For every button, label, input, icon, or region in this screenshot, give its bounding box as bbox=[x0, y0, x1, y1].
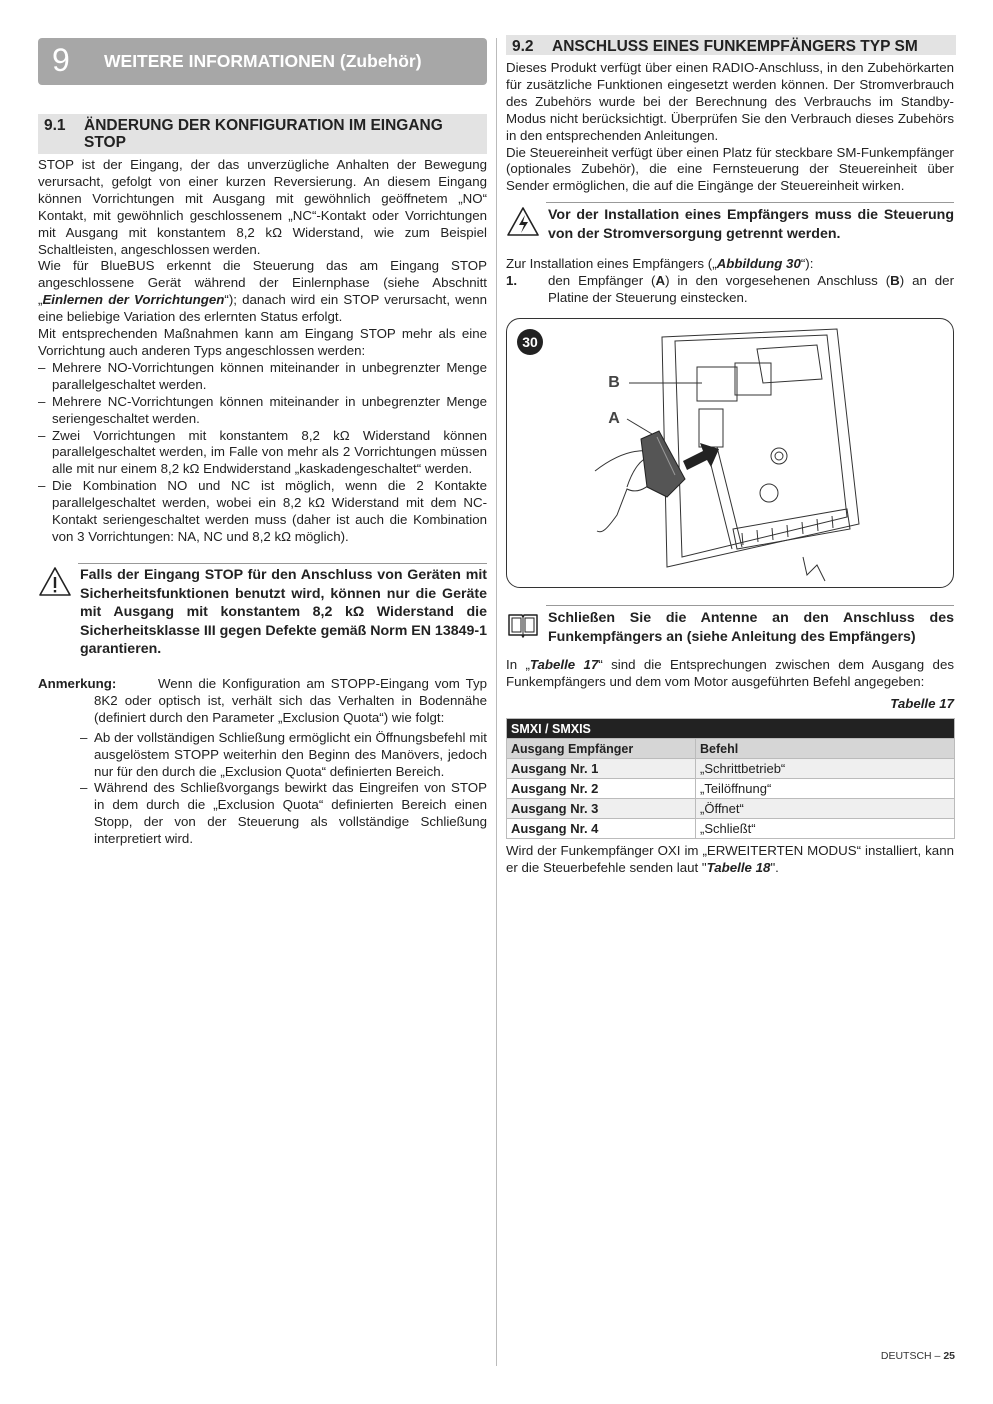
table-cell: „Schließt“ bbox=[696, 819, 955, 839]
table-cell: „Teilöffnung“ bbox=[696, 779, 955, 799]
paragraph: Wird der Funkempfänger OXI im „ERWEITERTEN MODUS“ installiert, kann er die Steuerbefehle senden laut "Tabelle 18". bbox=[506, 843, 954, 875]
rule bbox=[78, 563, 487, 564]
paragraph: Mit entsprechenden Maßnahmen kann am Eingang STOP mehr als eine Vorrichtung auch anderen Typs angeschlossen werden: bbox=[38, 326, 487, 358]
footer-language: DEUTSCH – bbox=[880, 1350, 944, 1362]
figure-number-badge: 30 bbox=[517, 329, 543, 355]
figure-30 bbox=[506, 318, 954, 588]
book-note-text: Schließen Sie die Antenne an den Anschluss des Funkempfängers an (siehe Anleitung des Empfängers) bbox=[548, 610, 954, 645]
book-icon bbox=[506, 609, 540, 641]
table-row bbox=[507, 779, 955, 799]
section-title: ANSCHLUSS EINES FUNKEMPFÄNGERS TYP SM bbox=[552, 38, 918, 55]
table-cell: Ausgang Nr. 1 bbox=[507, 759, 696, 779]
paragraph: Die Steuereinheit verfügt über einen Platz für steckbare SM-Funkempfänger (optionales Zubehör), die eine Fernsteuerung der Steuereinheit über Sender ermöglichen, die auf die Eingänge der Steuereinheit wirken. bbox=[506, 144, 954, 194]
step-text: den Empfänger (A) in den vorgesehenen Anschluss (B) an der Platine der Steuerung einstecken. bbox=[548, 272, 954, 305]
table-cell: Ausgang Nr. 3 bbox=[507, 799, 696, 819]
table-caption: Tabelle 17 bbox=[890, 695, 954, 711]
table-row bbox=[507, 759, 955, 779]
list-item: – Während des Schließvorgangs bewirkt das Eingreifen von STOP in dem durch die „Exclusion Quota“ definierten Bereich einen Stopp, der von der Steuerung als vollständige Schließung interpretiert wird. bbox=[80, 780, 487, 848]
table-ref[interactable]: Tabelle 18 bbox=[706, 859, 771, 875]
figure-label-b: B bbox=[608, 374, 620, 391]
rule bbox=[546, 202, 954, 203]
table-row bbox=[507, 799, 955, 819]
page-number: 25 bbox=[943, 1350, 955, 1362]
table-17 bbox=[506, 718, 955, 839]
table-cell: Ausgang Nr. 2 bbox=[507, 779, 696, 799]
section-title: ÄNDERUNG DER KONFIGURATION IM EINGANG STOP bbox=[84, 117, 443, 151]
warning-icon bbox=[38, 566, 72, 598]
figure-label-a: A bbox=[608, 410, 620, 427]
chapter-title: WEITERE INFORMATIONEN (Zubehör) bbox=[104, 51, 422, 71]
warning-text: Falls der Eingang STOP für den Anschluss von Geräten mit Sicherheitsfunktionen benutzt wird, können nur die Geräte mit Ausgang mit konstantem 8,2 kΩ Widerstand die Sicherheitsklasse III gegen Defekte gemäß Norm EN 13849-1 garantieren. bbox=[80, 567, 487, 658]
note-text: Wenn die Konfiguration am STOPP-Eingang vom Typ 8K2 oder optisch ist, verhält sich das Verhalten in Bodennähe (definiert durch den Parameter „Exclusion Quota“) wie folgt: bbox=[94, 676, 487, 725]
page-footer bbox=[881, 1350, 955, 1362]
table-outro bbox=[506, 843, 954, 877]
bullet-list bbox=[38, 360, 487, 546]
paragraph: In „Tabelle 17“ sind die Entsprechungen zwischen dem Ausgang des Funkempfängers und dem vom Motor ausgeführten Befehl angegeben: bbox=[506, 657, 954, 689]
table-cell: Ausgang Nr. 4 bbox=[507, 819, 696, 839]
table-cell: „Öffnet“ bbox=[696, 799, 955, 819]
paragraph: Zur Installation eines Empfängers („Abbildung 30“): bbox=[506, 256, 814, 271]
table-cell: „Schrittbetrieb“ bbox=[696, 759, 955, 779]
paragraph: Wie für BlueBUS erkennt die Steuerung das am Eingang STOP angeschlossene Gerät während der Einlernphase (siehe Abschnitt „Einlernen der Vorrichtungen“); danach wird ein STOP verursacht, wenn eine beliebige Variation des erlernten Status erfolgt. bbox=[38, 258, 487, 325]
list-item: – Ab der vollständigen Schließung ermöglicht ein Öffnungsbefehl mit ausgelöstem STOPP weiterhin den Beginn des Manövers, jedoch nur für den durch die „Exclusion Quota“ definierten Bereich. bbox=[80, 730, 487, 781]
note-block bbox=[38, 676, 487, 848]
column-header: Befehl bbox=[696, 739, 955, 759]
note-list bbox=[80, 730, 487, 848]
section-9-1-body bbox=[38, 157, 487, 546]
column-divider bbox=[496, 38, 497, 1366]
section-number: 9.1 bbox=[44, 117, 66, 134]
figure-ref[interactable]: Abbildung 30 bbox=[716, 256, 801, 271]
section-9-2-heading bbox=[506, 35, 956, 55]
table-title: SMXI / SMXIS bbox=[507, 719, 955, 739]
column-header: Ausgang Empfänger bbox=[507, 739, 696, 759]
link-einlernen[interactable]: Einlernen der Vorrichtungen bbox=[42, 292, 225, 308]
table-row bbox=[507, 819, 955, 839]
install-instructions bbox=[506, 256, 954, 307]
list-item: – Die Kombination NO und NC ist möglich, wenn die 2 Kontakte parallelgeschaltet werden, wobei ein 8,2 kΩ Widerstand mit dem NC-Kontakt seriengeschaltet werden muss (daher ist auch die Kombination von 3 Vorrichtungen: NA, NC und 8,2 kΩ möglich). bbox=[38, 478, 487, 546]
chapter-number: 9 bbox=[52, 42, 70, 78]
section-9-2-body bbox=[506, 60, 954, 195]
table-intro bbox=[506, 657, 954, 711]
electric-hazard-icon bbox=[506, 206, 540, 238]
list-item: – Mehrere NO-Vorrichtungen können miteinander in unbegrenzter Menge parallelgeschaltet werden. bbox=[38, 360, 487, 394]
paragraph: STOP ist der Eingang, der das unverzügliche Anhalten der Bewegung verursacht, gefolgt von einer kurzen Reversierung. An diesem Eingang können Vorrichtungen mit Ausgang mit gewöhnlich geöffnetem „NO“ Kontakt, mit gewöhnlich geschlossenem „NC“-Kontakt oder Vorrichtungen mit Ausgang mit konstantem 8,2 kΩ Widerstand, wie zum Beispiel Schaltleisten, angeschlossen werden. bbox=[38, 157, 487, 257]
figure-illustration bbox=[507, 319, 954, 588]
rule bbox=[546, 605, 954, 606]
table-ref[interactable]: Tabelle 17 bbox=[529, 657, 599, 672]
warning-text: Vor der Installation eines Empfängers muss die Steuerung von der Stromversorgung getrennt werden. bbox=[548, 207, 954, 242]
chapter-header bbox=[38, 38, 487, 85]
paragraph: Dieses Produkt verfügt über einen RADIO-Anschluss, in den Zubehörkarten für zusätzliche Funktionen eingesetzt werden können. Der Stromverbrauch des Zubehörs wurde bei der Berechnung des Verbrauchs im Standby-Modus nicht berücksichtigt. Überprüfen Sie den Verbrauch dieses Zubehörs in den entsprechenden Anleitungen. bbox=[506, 60, 954, 143]
list-item: – Zwei Vorrichtungen mit konstantem 8,2 kΩ Widerstand können parallelgeschaltet werden, im Falle von mehr als 2 Vorrichtungen müssen alle mit nur einem 8,2 kΩ Endwiderstand „kaskadengeschaltet“ werden. bbox=[38, 428, 487, 479]
note-label: Anmerkung: bbox=[38, 676, 117, 691]
section-number: 9.2 bbox=[512, 38, 534, 55]
section-9-1-heading bbox=[38, 114, 487, 154]
step-1 bbox=[506, 273, 954, 307]
step-number: 1. bbox=[506, 272, 518, 288]
list-item: – Mehrere NC-Vorrichtungen können miteinander in unbegrenzter Menge seriengeschaltet werden. bbox=[38, 394, 487, 428]
